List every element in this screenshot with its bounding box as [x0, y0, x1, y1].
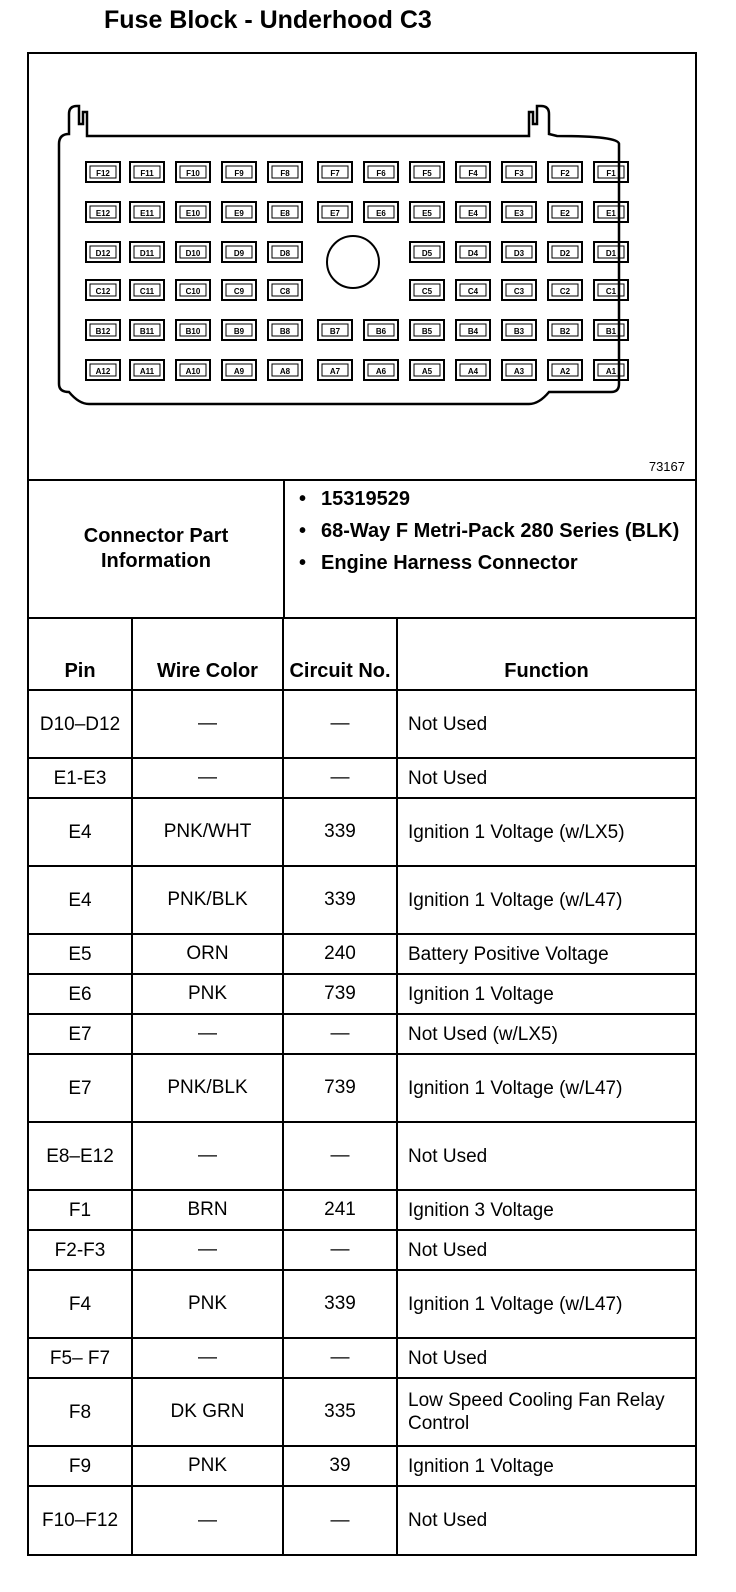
pin-cell: F8: [29, 1378, 132, 1446]
wire-color-cell: PNK: [132, 1270, 283, 1338]
cavity-label: C8: [279, 287, 291, 296]
cavity-c12: [86, 280, 120, 300]
cavity-d10: [176, 242, 210, 262]
circuit-cell: 39: [283, 1446, 397, 1486]
cavity-label: C10: [185, 287, 201, 296]
info-label: Connector Part Information: [29, 481, 285, 617]
function-cell: Not Used: [397, 1230, 695, 1270]
cavity-label: B7: [329, 327, 341, 336]
cavity-d3: [502, 242, 536, 262]
wire-color-cell: —: [132, 1122, 283, 1190]
wire-color-cell: —: [132, 1014, 283, 1054]
table-row: [29, 1190, 695, 1230]
cavity-label: A2: [559, 367, 571, 376]
wire-color-cell: ORN: [132, 934, 283, 974]
cavity-d4: [456, 242, 490, 262]
cavity-e8: [268, 202, 302, 222]
cavity-label: B9: [233, 327, 245, 336]
cavity-label: B2: [559, 327, 571, 336]
header-function: Function: [397, 619, 695, 690]
cavity-b9: [222, 320, 256, 340]
cavity-a7: [318, 360, 352, 380]
cavity-label: C9: [233, 287, 245, 296]
function-cell: Not Used: [397, 690, 695, 758]
cavity-d2: [548, 242, 582, 262]
circuit-cell: —: [283, 690, 397, 758]
cavity-label: E11: [140, 209, 154, 218]
cavity-label: F9: [234, 169, 244, 178]
cavity-a3: [502, 360, 536, 380]
pin-cell: F1: [29, 1190, 132, 1230]
table-row: [29, 1338, 695, 1378]
part-number: • 15319529: [299, 487, 695, 512]
cavity-label: B4: [467, 327, 479, 336]
cavity-e10: [176, 202, 210, 222]
table-row: [29, 1230, 695, 1270]
circuit-cell: 339: [283, 1270, 397, 1338]
function-cell: Ignition 1 Voltage (w/L47): [397, 866, 695, 934]
circuit-cell: 241: [283, 1190, 397, 1230]
cavity-label: F10: [186, 169, 200, 178]
cavity-b11: [130, 320, 164, 340]
wire-color-cell: —: [132, 1230, 283, 1270]
cavity-e6: [364, 202, 398, 222]
function-cell: Not Used: [397, 1122, 695, 1190]
table-row: [29, 974, 695, 1014]
table-row: [29, 1486, 695, 1554]
table-row: [29, 1122, 695, 1190]
cavity-f5: [410, 162, 444, 182]
function-cell: Not Used (w/LX5): [397, 1014, 695, 1054]
pin-cell: F9: [29, 1446, 132, 1486]
cavity-f4: [456, 162, 490, 182]
circuit-cell: 335: [283, 1378, 397, 1446]
cavity-f12: [86, 162, 120, 182]
cavity-a12: [86, 360, 120, 380]
table-row: [29, 1378, 695, 1446]
pin-cell: F10–F12: [29, 1486, 132, 1554]
wire-color-cell: PNK: [132, 1446, 283, 1486]
cavity-f10: [176, 162, 210, 182]
cavity-label: E3: [514, 209, 524, 218]
table-row: [29, 1270, 695, 1338]
header-wire-color: Wire Color: [132, 619, 283, 690]
cavity-b4: [456, 320, 490, 340]
cavity-e11: [130, 202, 164, 222]
cavity-label: E8: [280, 209, 290, 218]
cavity-label: E7: [330, 209, 340, 218]
cavity-label: A7: [329, 367, 341, 376]
cavity-a8: [268, 360, 302, 380]
cavity-label: A9: [233, 367, 245, 376]
cavity-label: D12: [95, 249, 111, 258]
cavity-label: D2: [559, 249, 571, 258]
wire-color-cell: —: [132, 1338, 283, 1378]
cavity-f11: [130, 162, 164, 182]
circuit-cell: —: [283, 1338, 397, 1378]
cavity-f8: [268, 162, 302, 182]
cavity-d1: [594, 242, 628, 262]
wire-color-cell: BRN: [132, 1190, 283, 1230]
cavity-a4: [456, 360, 490, 380]
cavity-label: F7: [330, 169, 340, 178]
cavity-c8: [268, 280, 302, 300]
cavity-label: D4: [467, 249, 479, 258]
pin-cell: E1-E3: [29, 758, 132, 798]
cavity-label: C1: [605, 287, 617, 296]
wire-color-cell: PNK/BLK: [132, 866, 283, 934]
table-row: [29, 866, 695, 934]
connector-diagram: [29, 54, 695, 481]
cavity-label: B10: [185, 327, 201, 336]
cavity-label: E6: [376, 209, 386, 218]
cavity-label: E4: [468, 209, 478, 218]
cavity-label: C2: [559, 287, 571, 296]
cavity-f9: [222, 162, 256, 182]
cavity-label: B6: [375, 327, 387, 336]
cavity-a1: [594, 360, 628, 380]
function-cell: Ignition 1 Voltage (w/L47): [397, 1054, 695, 1122]
cavity-label: F4: [468, 169, 478, 178]
cavity-label: B1: [605, 327, 617, 336]
cavity-label: E2: [560, 209, 570, 218]
cavity-label: A1: [605, 367, 617, 376]
cavity-a6: [364, 360, 398, 380]
cavity-e4: [456, 202, 490, 222]
cavity-a10: [176, 360, 210, 380]
function-cell: Battery Positive Voltage: [397, 934, 695, 974]
cavity-a2: [548, 360, 582, 380]
function-cell: Not Used: [397, 1486, 695, 1554]
pin-cell: E8–E12: [29, 1122, 132, 1190]
cavity-label: A8: [279, 367, 291, 376]
cavity-f1: [594, 162, 628, 182]
cavity-d8: [268, 242, 302, 262]
cavity-d11: [130, 242, 164, 262]
pin-cell: E7: [29, 1054, 132, 1122]
cavity-a5: [410, 360, 444, 380]
cavity-c9: [222, 280, 256, 300]
cavity-c2: [548, 280, 582, 300]
cavity-label: E9: [234, 209, 244, 218]
cavity-label: D10: [185, 249, 201, 258]
cavity-label: D8: [279, 249, 291, 258]
cavity-e2: [548, 202, 582, 222]
cavity-label: C3: [513, 287, 525, 296]
cavity-c11: [130, 280, 164, 300]
circuit-cell: 739: [283, 1054, 397, 1122]
figure-number: 73167: [648, 459, 685, 474]
cavity-d9: [222, 242, 256, 262]
cavity-label: D5: [421, 249, 433, 258]
cavity-label: A4: [467, 367, 479, 376]
table-row: [29, 690, 695, 758]
table-row: [29, 758, 695, 798]
cavity-label: A12: [95, 367, 111, 376]
table-row: [29, 1446, 695, 1486]
connector-part-info: [29, 481, 695, 619]
circuit-cell: 339: [283, 798, 397, 866]
cavity-label: F2: [560, 169, 570, 178]
cavity-c10: [176, 280, 210, 300]
circuit-cell: —: [283, 1230, 397, 1270]
cavity-label: F1: [606, 169, 616, 178]
wire-color-cell: PNK/BLK: [132, 1054, 283, 1122]
function-cell: Ignition 1 Voltage: [397, 1446, 695, 1486]
cavity-label: C5: [421, 287, 433, 296]
cavity-c3: [502, 280, 536, 300]
connector-locator-hole: [327, 236, 379, 288]
cavity-e7: [318, 202, 352, 222]
cavity-label: D1: [605, 249, 617, 258]
function-cell: Ignition 1 Voltage (w/L47): [397, 1270, 695, 1338]
cavity-label: B3: [513, 327, 525, 336]
cavity-c1: [594, 280, 628, 300]
cavity-b8: [268, 320, 302, 340]
wire-color-cell: DK GRN: [132, 1378, 283, 1446]
pin-cell: E7: [29, 1014, 132, 1054]
cavity-label: D3: [513, 249, 525, 258]
cavity-label: A5: [421, 367, 433, 376]
cavity-label: E10: [185, 209, 201, 218]
cavity-b12: [86, 320, 120, 340]
wire-color-cell: —: [132, 758, 283, 798]
cavity-e3: [502, 202, 536, 222]
header-circuit: Circuit No.: [283, 619, 397, 690]
cavity-d12: [86, 242, 120, 262]
cavity-b5: [410, 320, 444, 340]
cavity-b10: [176, 320, 210, 340]
cavity-label: F3: [514, 169, 524, 178]
circuit-cell: —: [283, 1486, 397, 1554]
cavity-b2: [548, 320, 582, 340]
cavity-label: D9: [233, 249, 245, 258]
cavity-f3: [502, 162, 536, 182]
cavity-label: C11: [139, 287, 155, 296]
wire-color-cell: PNK/WHT: [132, 798, 283, 866]
cavity-label: E1: [606, 209, 616, 218]
cavity-e12: [86, 202, 120, 222]
cavity-label: F12: [96, 169, 110, 178]
table-row: [29, 1054, 695, 1122]
cavity-d5: [410, 242, 444, 262]
cavity-label: F11: [140, 169, 154, 178]
circuit-cell: —: [283, 758, 397, 798]
cavity-c5: [410, 280, 444, 300]
circuit-cell: —: [283, 1014, 397, 1054]
cavity-a11: [130, 360, 164, 380]
function-cell: Ignition 1 Voltage: [397, 974, 695, 1014]
pinout-table: [29, 619, 695, 1554]
circuit-cell: 339: [283, 866, 397, 934]
cavity-label: B8: [279, 327, 291, 336]
wire-color-cell: PNK: [132, 974, 283, 1014]
cavity-f7: [318, 162, 352, 182]
table-row: [29, 798, 695, 866]
connector-description: • Engine Harness Connector: [299, 551, 695, 576]
cavity-label: D11: [139, 249, 155, 258]
cavity-label: A10: [185, 367, 201, 376]
cavity-label: E12: [95, 209, 111, 218]
cavity-e5: [410, 202, 444, 222]
pin-cell: F5– F7: [29, 1338, 132, 1378]
cavity-f2: [548, 162, 582, 182]
circuit-cell: 739: [283, 974, 397, 1014]
cavity-label: B5: [421, 327, 433, 336]
pin-cell: F4: [29, 1270, 132, 1338]
connector-face-drawing: [29, 54, 691, 479]
pin-cell: D10–D12: [29, 690, 132, 758]
function-cell: Low Speed Cooling Fan Relay Control: [397, 1378, 695, 1446]
pin-cell: F2-F3: [29, 1230, 132, 1270]
cavity-f6: [364, 162, 398, 182]
cavity-e9: [222, 202, 256, 222]
cavity-label: A6: [375, 367, 387, 376]
wire-color-cell: —: [132, 690, 283, 758]
cavity-label: F8: [280, 169, 290, 178]
cavity-b1: [594, 320, 628, 340]
function-cell: Ignition 1 Voltage (w/LX5): [397, 798, 695, 866]
cavity-b3: [502, 320, 536, 340]
pin-cell: E4: [29, 866, 132, 934]
wire-color-cell: —: [132, 1486, 283, 1554]
table-row: [29, 1014, 695, 1054]
cavity-b6: [364, 320, 398, 340]
pin-cell: E5: [29, 934, 132, 974]
info-list: [285, 481, 695, 617]
cavity-e1: [594, 202, 628, 222]
circuit-cell: —: [283, 1122, 397, 1190]
connector-type: • 68-Way F Metri-Pack 280 Series (BLK): [299, 519, 695, 544]
cavity-label: B11: [139, 327, 155, 336]
cavity-label: C12: [95, 287, 111, 296]
connector-document: [27, 52, 697, 1556]
cavity-b7: [318, 320, 352, 340]
table-row: [29, 934, 695, 974]
cavity-c4: [456, 280, 490, 300]
cavity-label: A11: [139, 367, 155, 376]
function-cell: Ignition 3 Voltage: [397, 1190, 695, 1230]
function-cell: Not Used: [397, 758, 695, 798]
function-cell: Not Used: [397, 1338, 695, 1378]
pin-cell: E4: [29, 798, 132, 866]
page-title: Fuse Block - Underhood C3: [104, 6, 432, 34]
header-pin: Pin: [29, 619, 132, 690]
cavity-label: B12: [95, 327, 111, 336]
pin-cell: E6: [29, 974, 132, 1014]
cavity-label: F5: [422, 169, 432, 178]
cavity-label: A3: [513, 367, 525, 376]
cavity-label: E5: [422, 209, 432, 218]
cavity-label: C4: [467, 287, 479, 296]
cavity-label: F6: [376, 169, 386, 178]
circuit-cell: 240: [283, 934, 397, 974]
cavity-a9: [222, 360, 256, 380]
